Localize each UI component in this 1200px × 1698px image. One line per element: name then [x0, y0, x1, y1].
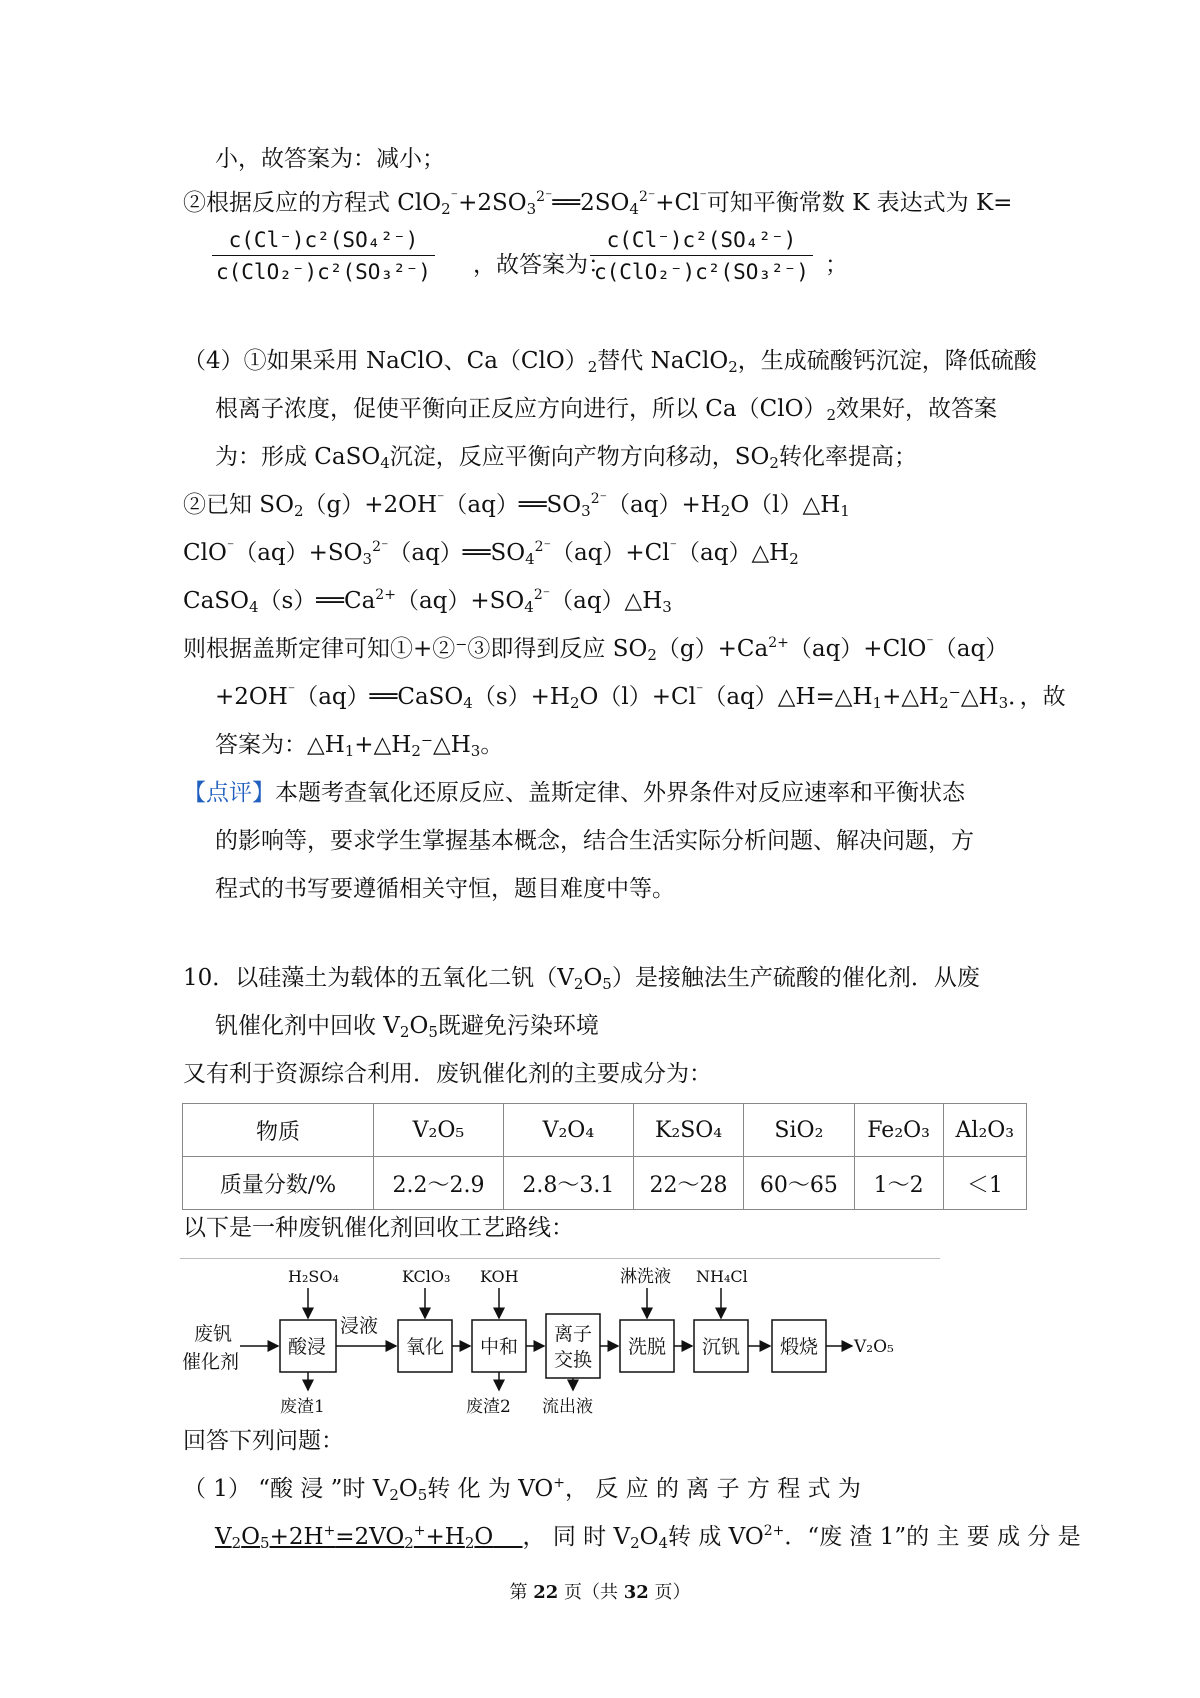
table-cell: V₂O₄ — [503, 1104, 633, 1157]
text-line: 答案为：$\triangle H_1+\triangle H_2^-\triangle H_3$。 — [215, 732, 504, 760]
process-flow-diagram — [180, 1258, 960, 1418]
step-ion-exchange: 离子 — [554, 1323, 593, 1345]
table-cell: 1～2 — [854, 1157, 943, 1210]
table-cell: 2.2～2.9 — [374, 1157, 504, 1210]
text-line: ②根据反应的方程式 $ClO_2^{^-}+2SO_3^{2^-}══2SO_4^{2^-}+Cl^{^-}$可知平衡常数 K 表达式为 K= — [183, 189, 1013, 218]
table-cell: 22～28 — [633, 1157, 743, 1210]
text-line: ； — [825, 252, 848, 278]
reagent-rinse: 淋洗液 — [620, 1267, 671, 1287]
reagent-kclo3: KClO₃ — [402, 1267, 451, 1286]
effluent: 流出液 — [542, 1397, 593, 1417]
table-cell: 物质 — [183, 1104, 374, 1157]
question-line: 10．以硅藻土为载体的五氧化二钒$(V_2O_5)$是接触法生产硫酸的催化剂．从废 — [183, 965, 980, 993]
composition-table — [182, 1103, 1027, 1210]
table-cell: Fe₂O₃ — [854, 1104, 943, 1157]
step-oxidation: 氧化 — [406, 1336, 445, 1358]
text-line: 根离子浓度，促使平衡向正反应方向进行，所以 $Ca(ClO)_2$效果好，故答案 — [215, 396, 997, 424]
text-line: 回答下列问题： — [183, 1428, 344, 1454]
leachate-label: 浸液 — [340, 1315, 379, 1337]
text-line: ，故答案为： — [473, 252, 611, 278]
step-neutralization: 中和 — [480, 1336, 519, 1358]
text-line: ②已知 $SO_2(g)+2OH^{^-}(aq)══SO_3^{2^-}(aq)+H_2O(l)\triangle H_1$ — [183, 491, 850, 520]
step-ion-exchange: 交换 — [554, 1349, 593, 1371]
step-elution: 洗脱 — [628, 1336, 667, 1358]
table-row — [183, 1104, 1027, 1157]
review-line: 程式的书写要遵循相关守恒，题目难度中等。 — [215, 876, 675, 902]
table-row — [183, 1157, 1027, 1210]
step-precipitation: 沉钒 — [702, 1336, 741, 1358]
equilibrium-fraction: c(Cl⁻)c²(SO₄²⁻) c(ClO₂⁻)c²(SO₃²⁻) — [212, 228, 435, 284]
product-label: V₂O₅ — [854, 1337, 894, 1357]
table-cell: 60～65 — [744, 1157, 854, 1210]
question-line: （ 1） “酸 浸 ”时 $V_2O_5$转 化 为 VO+， 反 应 的 离 子 方 程 式 为 — [183, 1475, 861, 1504]
text-line: 则根据盖斯定律可知①+②⁻③即得到反应 $SO_2(g)+Ca^{2+}(aq)+ClO^{^-}(aq)$ — [183, 635, 1009, 664]
table-cell: SiO₂ — [744, 1104, 854, 1157]
reagent-h2so4: H₂SO₄ — [288, 1267, 339, 1286]
equilibrium-fraction: c(Cl⁻)c²(SO₄²⁻) c(ClO₂⁻)c²(SO₃²⁻) — [590, 228, 813, 284]
question-line: $V_2O_5+2H^+=2VO_2^++H_2O$ ， 同 时 $V_2O_4$转 成 $VO^{2+}$．“废 渣 1”的 主 要 成 分 是 — [215, 1523, 1081, 1552]
waste-2: 废渣2 — [466, 1397, 511, 1417]
table-cell: Al₂O₃ — [943, 1104, 1026, 1157]
table-cell: V₂O₅ — [374, 1104, 504, 1157]
question-line: 钒催化剂中回收 $V_2O_5$既避免污染环境 — [215, 1013, 599, 1041]
text-line: $ClO^{^-}(aq)+SO_3^{2^-}(aq)══SO_4^{2^-}(aq)+Cl^{^-}(aq)\triangle H_2$ — [183, 539, 799, 568]
answer-equation: $V_2O_5+2H^+=2VO_2^++H_2O$ — [215, 1523, 494, 1552]
step-acid-leach: 酸浸 — [288, 1336, 327, 1358]
review-tag: 【点评】 — [183, 780, 275, 806]
table-cell: ＜1 — [943, 1157, 1026, 1210]
text-line: 为：形成 CaSO$_4$沉淀，反应平衡向产物方向移动，$SO_2$转化率提高； — [215, 444, 917, 472]
input-label: 废钒 — [194, 1323, 233, 1345]
table-cell: K₂SO₄ — [633, 1104, 743, 1157]
waste-1: 废渣1 — [280, 1397, 325, 1417]
review-line: 的影响等，要求学生掌握基本概念，结合生活实际分析问题、解决问题，方 — [215, 828, 974, 854]
text-line: （4）①如果采用 NaClO、$Ca(ClO)_2$替代 NaClO$_2$，生成硫酸钙沉淀，降低硫酸 — [183, 348, 1037, 376]
reagent-nh4cl: NH₄Cl — [696, 1267, 748, 1286]
table-cell: 2.8～3.1 — [503, 1157, 633, 1210]
step-calcination: 煅烧 — [780, 1336, 819, 1358]
text-line: $CaSO_4(s)══Ca^{2+}(aq)+SO_4^{2^-}(aq)\triangle H_3$ — [183, 587, 672, 616]
text-line: $+2OH^{^-}(aq)══CaSO_4(s)+H_2O(l)+Cl^{^-}(aq)\triangle H=\triangle H_1+\triangle H_2^-\triangle H_3$．，故 — [215, 683, 1066, 712]
route-caption: 以下是一种废钒催化剂回收工艺路线： — [183, 1215, 574, 1241]
review-line: 【点评】本题考查氧化还原反应、盖斯定律、外界条件对反应速率和平衡状态 — [183, 780, 965, 806]
reagent-koh: KOH — [480, 1267, 519, 1286]
input-label: 催化剂 — [182, 1351, 240, 1373]
page-footer: 第 22 页（共 32 页） — [509, 1582, 691, 1603]
table-cell: 质量分数/% — [183, 1157, 374, 1210]
question-line: 又有利于资源综合利用．废钒催化剂的主要成分为： — [183, 1061, 712, 1087]
text-line: 小，故答案为：减小； — [215, 146, 445, 172]
